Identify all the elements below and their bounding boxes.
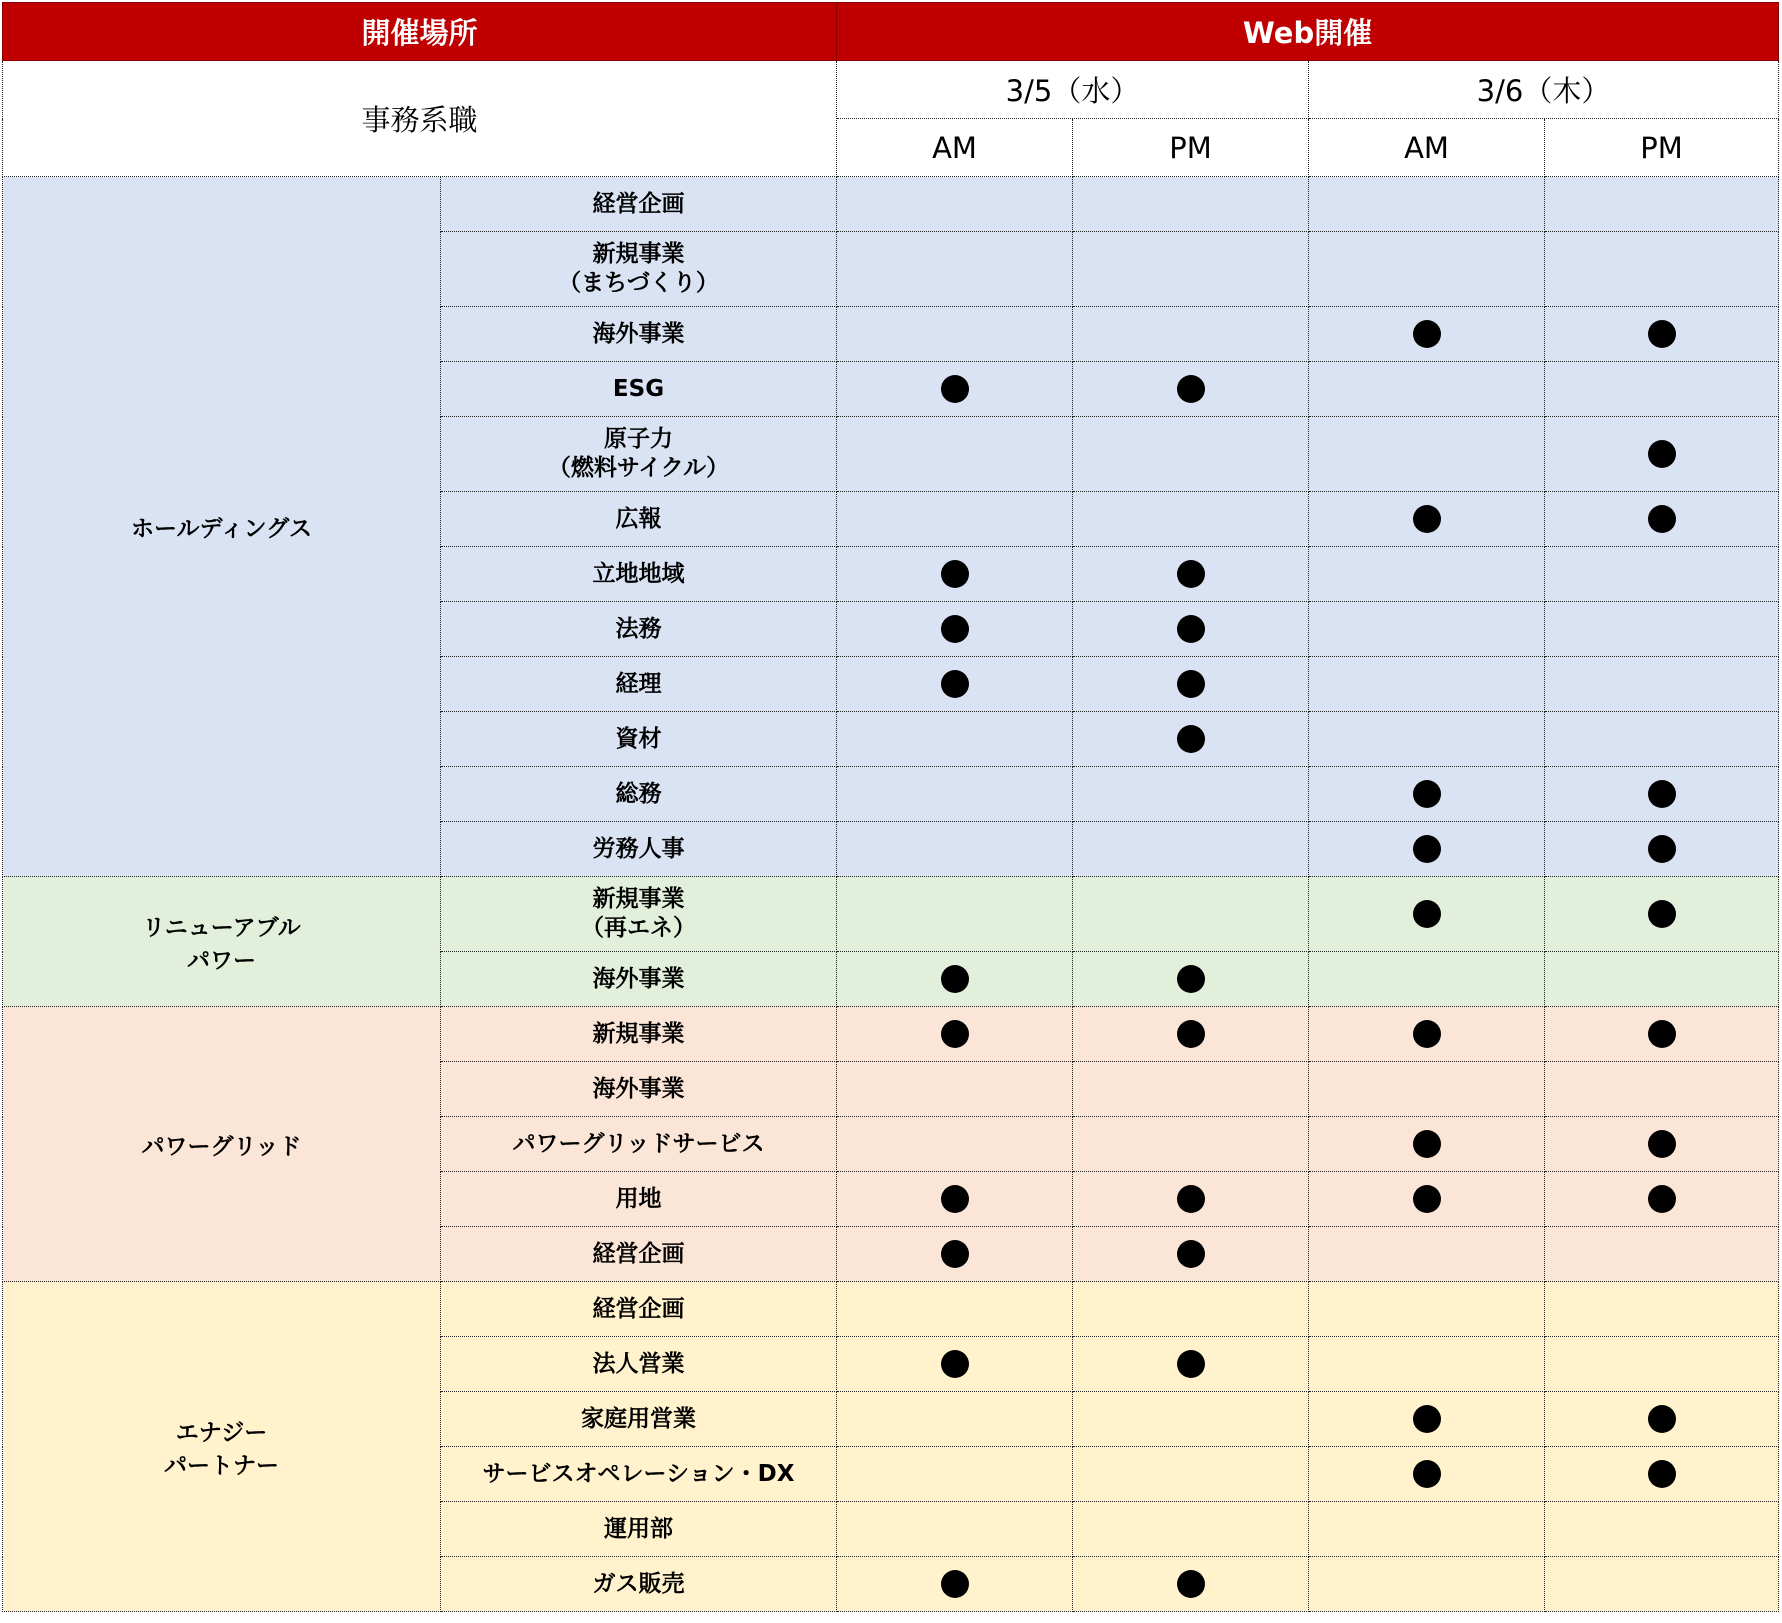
schedule-cell <box>837 1117 1073 1172</box>
schedule-cell <box>1073 952 1309 1007</box>
schedule-table <box>2 2 1779 1612</box>
schedule-cell <box>837 1337 1073 1392</box>
available-mark-icon <box>941 965 969 993</box>
schedule-cell <box>837 492 1073 547</box>
department-name <box>441 877 837 952</box>
schedule-cell <box>1545 1062 1779 1117</box>
available-mark-icon <box>1648 835 1676 863</box>
schedule-cell <box>1073 712 1309 767</box>
schedule-cell <box>1073 362 1309 417</box>
department-label: ESG <box>612 375 665 402</box>
schedule-cell <box>1309 877 1545 952</box>
schedule-cell <box>1309 232 1545 307</box>
schedule-cell <box>837 602 1073 657</box>
available-mark-icon <box>1648 900 1676 928</box>
department-label: 資材 <box>615 725 662 752</box>
department-name <box>441 1062 837 1117</box>
schedule-cell <box>1073 657 1309 712</box>
venue-header: Web開催 <box>837 3 1779 61</box>
available-mark-icon <box>1648 1185 1676 1213</box>
available-mark-icon <box>1177 1185 1205 1213</box>
schedule-cell <box>1309 177 1545 232</box>
schedule-cell <box>837 712 1073 767</box>
schedule-cell <box>1309 1502 1545 1557</box>
available-mark-icon <box>1177 560 1205 588</box>
department-label: 家庭用営業 <box>581 1405 696 1432</box>
department-name <box>441 712 837 767</box>
available-mark-icon <box>1648 1460 1676 1488</box>
department-label: 新規事業 （再エネ） <box>581 886 696 941</box>
schedule-cell <box>1545 602 1779 657</box>
schedule-cell <box>1309 952 1545 1007</box>
available-mark-icon <box>1648 505 1676 533</box>
department-name <box>441 1172 837 1227</box>
schedule-cell <box>1545 492 1779 547</box>
schedule-cell <box>837 767 1073 822</box>
schedule-cell <box>1073 1062 1309 1117</box>
department-name <box>441 1117 837 1172</box>
department-name <box>441 492 837 547</box>
available-mark-icon <box>1177 965 1205 993</box>
schedule-cell <box>1309 712 1545 767</box>
available-mark-icon <box>1413 1460 1441 1488</box>
schedule-cell <box>1073 1392 1309 1447</box>
schedule-cell <box>1545 1007 1779 1062</box>
department-name <box>441 767 837 822</box>
schedule-cell <box>837 1007 1073 1062</box>
schedule-cell <box>1545 952 1779 1007</box>
department-label: サービスオペレーション・DX <box>482 1460 795 1487</box>
department-name <box>441 1392 837 1447</box>
department-label: 新規事業 <box>592 1020 685 1047</box>
department-label: 経営企画 <box>592 1295 685 1322</box>
schedule-cell <box>1309 657 1545 712</box>
available-mark-icon <box>941 1570 969 1598</box>
department-label: 法人営業 <box>592 1350 685 1377</box>
date-row <box>3 61 1779 119</box>
slot-header: AM <box>1309 119 1545 177</box>
available-mark-icon <box>941 375 969 403</box>
department-label: 経営企画 <box>592 1240 685 1267</box>
slot-header: AM <box>837 119 1073 177</box>
schedule-cell <box>1309 417 1545 492</box>
schedule-cell <box>1545 1172 1779 1227</box>
available-mark-icon <box>1413 320 1441 348</box>
company-label: エナジー パートナー <box>164 1419 279 1479</box>
available-mark-icon <box>1413 900 1441 928</box>
schedule-cell <box>1545 1447 1779 1502</box>
schedule-cell <box>837 1062 1073 1117</box>
table-row <box>3 1007 1779 1062</box>
department-name <box>441 307 837 362</box>
schedule-cell <box>1309 602 1545 657</box>
department-label: パワーグリッドサービス <box>512 1130 765 1157</box>
schedule-cell <box>1309 1392 1545 1447</box>
available-mark-icon <box>1413 1405 1441 1433</box>
available-mark-icon <box>941 560 969 588</box>
schedule-cell <box>1545 657 1779 712</box>
available-mark-icon <box>1648 1405 1676 1433</box>
schedule-cell <box>1073 767 1309 822</box>
schedule-cell <box>1309 1282 1545 1337</box>
schedule-cell <box>1309 1557 1545 1612</box>
schedule-cell <box>1073 1227 1309 1282</box>
job-type-label: 事務系職 <box>3 61 837 177</box>
schedule-cell <box>1309 1172 1545 1227</box>
available-mark-icon <box>1413 1020 1441 1048</box>
schedule-cell <box>1309 1007 1545 1062</box>
department-label: 新規事業 （まちづくり） <box>558 241 719 296</box>
slot-header: PM <box>1545 119 1779 177</box>
department-name <box>441 1557 837 1612</box>
schedule-cell <box>1545 1282 1779 1337</box>
schedule-cell <box>1073 307 1309 362</box>
schedule-cell <box>1073 1117 1309 1172</box>
schedule-cell <box>1545 307 1779 362</box>
schedule-cell <box>1073 417 1309 492</box>
location-header: 開催場所 <box>3 3 837 61</box>
schedule-cell <box>837 877 1073 952</box>
available-mark-icon <box>941 670 969 698</box>
schedule-cell <box>1073 1282 1309 1337</box>
schedule-cell <box>837 177 1073 232</box>
schedule-cell <box>1309 1062 1545 1117</box>
available-mark-icon <box>1413 780 1441 808</box>
department-name <box>441 177 837 232</box>
available-mark-icon <box>941 1350 969 1378</box>
schedule-cell <box>837 417 1073 492</box>
available-mark-icon <box>941 615 969 643</box>
schedule-cell <box>1545 712 1779 767</box>
schedule-cell <box>1073 877 1309 952</box>
department-name <box>441 1007 837 1062</box>
company-name <box>3 177 441 877</box>
schedule-cell <box>1073 1502 1309 1557</box>
schedule-cell <box>1545 1117 1779 1172</box>
department-name <box>441 1282 837 1337</box>
schedule-cell <box>1309 547 1545 602</box>
department-label: 法務 <box>615 615 662 642</box>
department-label: 運用部 <box>604 1515 673 1542</box>
department-label: ガス販売 <box>592 1570 685 1597</box>
department-label: 海外事業 <box>592 965 685 992</box>
schedule-cell <box>1545 1502 1779 1557</box>
schedule-cell <box>1309 362 1545 417</box>
department-name <box>441 362 837 417</box>
company-name <box>3 1282 441 1612</box>
department-name <box>441 417 837 492</box>
schedule-cell <box>1073 1447 1309 1502</box>
schedule-cell <box>837 362 1073 417</box>
schedule-cell <box>837 822 1073 877</box>
schedule-cell <box>837 1392 1073 1447</box>
department-name <box>441 952 837 1007</box>
department-name <box>441 657 837 712</box>
company-label: リニューアブル パワー <box>142 914 301 974</box>
available-mark-icon <box>1648 780 1676 808</box>
schedule-cell <box>1545 1337 1779 1392</box>
date-header-2: 3/6（木） <box>1309 61 1779 119</box>
department-name <box>441 1502 837 1557</box>
table-row <box>3 1282 1779 1337</box>
department-label: 海外事業 <box>592 1075 685 1102</box>
department-label: 立地地域 <box>592 560 685 587</box>
department-label: 広報 <box>615 505 662 532</box>
schedule-cell <box>837 1502 1073 1557</box>
schedule-cell <box>1545 232 1779 307</box>
available-mark-icon <box>1177 1570 1205 1598</box>
department-name <box>441 1227 837 1282</box>
available-mark-icon <box>941 1185 969 1213</box>
available-mark-icon <box>1648 1130 1676 1158</box>
department-name <box>441 1447 837 1502</box>
available-mark-icon <box>1177 1240 1205 1268</box>
header-row <box>3 3 1779 61</box>
schedule-cell <box>1073 602 1309 657</box>
department-name <box>441 232 837 307</box>
schedule-cell <box>1545 767 1779 822</box>
department-label: 経理 <box>615 670 662 697</box>
available-mark-icon <box>1177 670 1205 698</box>
department-label: 経営企画 <box>592 190 685 217</box>
available-mark-icon <box>1177 725 1205 753</box>
schedule-cell <box>1073 1172 1309 1227</box>
schedule-cell <box>1309 1117 1545 1172</box>
department-name <box>441 602 837 657</box>
schedule-cell <box>837 657 1073 712</box>
company-name <box>3 1007 441 1282</box>
schedule-cell <box>1309 1337 1545 1392</box>
company-label: パワーグリッド <box>141 1133 302 1160</box>
available-mark-icon <box>1177 1350 1205 1378</box>
schedule-cell <box>1545 822 1779 877</box>
available-mark-icon <box>1413 505 1441 533</box>
available-mark-icon <box>1177 375 1205 403</box>
department-label: 総務 <box>615 780 662 807</box>
table-row <box>3 877 1779 952</box>
department-label: 労務人事 <box>592 835 685 862</box>
department-name <box>441 822 837 877</box>
department-name <box>441 1337 837 1392</box>
available-mark-icon <box>1177 1020 1205 1048</box>
schedule-cell <box>1545 547 1779 602</box>
schedule-cell <box>1309 1447 1545 1502</box>
company-label: ホールディングス <box>130 516 312 542</box>
schedule-cell <box>837 232 1073 307</box>
department-label: 原子力 （燃料サイクル） <box>547 426 730 481</box>
schedule-cell <box>1309 307 1545 362</box>
schedule-cell <box>837 1557 1073 1612</box>
schedule-cell <box>1309 767 1545 822</box>
schedule-cell <box>1545 177 1779 232</box>
schedule-cell <box>837 1172 1073 1227</box>
schedule-cell <box>837 1447 1073 1502</box>
available-mark-icon <box>941 1020 969 1048</box>
schedule-cell <box>837 952 1073 1007</box>
available-mark-icon <box>941 1240 969 1268</box>
department-label: 海外事業 <box>592 320 685 347</box>
schedule-cell <box>837 547 1073 602</box>
schedule-cell <box>1545 877 1779 952</box>
schedule-cell <box>1309 492 1545 547</box>
schedule-cell <box>1073 177 1309 232</box>
available-mark-icon <box>1413 1130 1441 1158</box>
schedule-cell <box>1309 822 1545 877</box>
schedule-cell <box>837 1282 1073 1337</box>
schedule-cell <box>1545 1392 1779 1447</box>
schedule-cell <box>1073 492 1309 547</box>
available-mark-icon <box>1648 1020 1676 1048</box>
schedule-cell <box>1073 547 1309 602</box>
available-mark-icon <box>1413 835 1441 863</box>
schedule-cell <box>1073 232 1309 307</box>
schedule-cell <box>1073 1337 1309 1392</box>
schedule-cell <box>1545 417 1779 492</box>
schedule-cell <box>1073 822 1309 877</box>
schedule-cell <box>1545 1557 1779 1612</box>
department-label: 用地 <box>615 1185 662 1212</box>
available-mark-icon <box>1648 320 1676 348</box>
schedule-cell <box>1073 1007 1309 1062</box>
company-name <box>3 877 441 1007</box>
schedule-cell <box>1545 1227 1779 1282</box>
schedule-cell <box>1073 1557 1309 1612</box>
available-mark-icon <box>1413 1185 1441 1213</box>
schedule-cell <box>837 307 1073 362</box>
schedule-cell <box>837 1227 1073 1282</box>
available-mark-icon <box>1648 440 1676 468</box>
schedule-cell <box>1545 362 1779 417</box>
slot-header: PM <box>1073 119 1309 177</box>
table-row <box>3 177 1779 232</box>
available-mark-icon <box>1177 615 1205 643</box>
date-header-1: 3/5（水） <box>837 61 1309 119</box>
department-name <box>441 547 837 602</box>
schedule-cell <box>1309 1227 1545 1282</box>
